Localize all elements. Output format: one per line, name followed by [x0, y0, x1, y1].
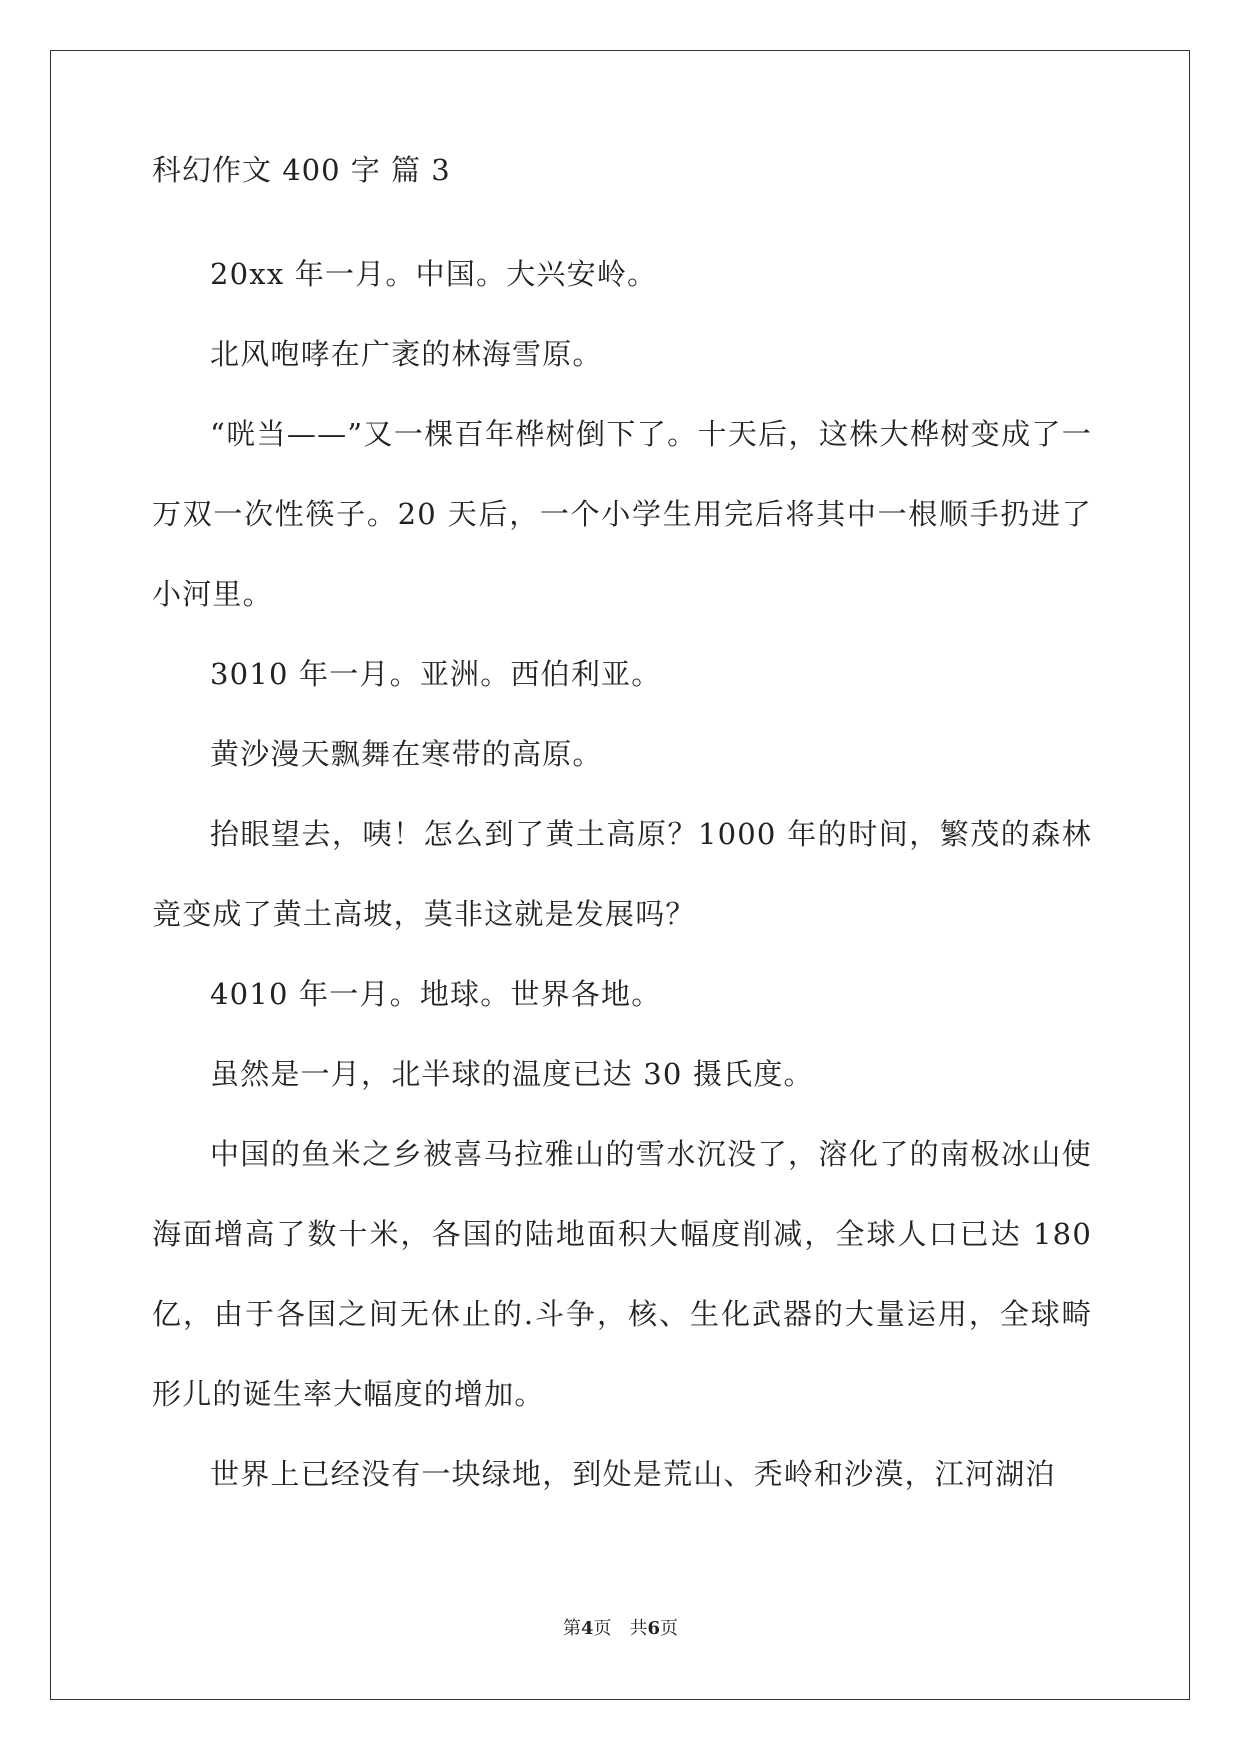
document-body — [152, 150, 1092, 1514]
page-label-suffix: 页 — [660, 1618, 679, 1639]
page-label-prefix: 第 — [562, 1618, 581, 1639]
paragraph: 虽然是一月，北半球的温度已达 30 摄氏度。 — [210, 1057, 814, 1091]
document-title: 科幻作文 400 字 篇 3 — [152, 153, 451, 187]
total-page-number: 6 — [647, 1618, 661, 1639]
paragraph: 黄沙漫天飘舞在寒带的高原。 — [210, 737, 603, 771]
page-label-mid: 页 共 — [593, 1618, 648, 1639]
paragraph: “咣当——”又一棵百年桦树倒下了。十天后，这株大桦树变成了一万双一次性筷子。20 天后，一个小学生用完后将其中一根顺手扔进了小河里。 — [152, 417, 1092, 611]
page-footer — [0, 1614, 1241, 1640]
current-page-number: 4 — [580, 1618, 594, 1639]
paragraph: 4010 年一月。地球。世界各地。 — [210, 977, 662, 1011]
paragraph: 世界上已经没有一块绿地，到处是荒山、秃岭和沙漠，江河湖泊 — [210, 1457, 1056, 1491]
paragraph: 3010 年一月。亚洲。西伯利亚。 — [210, 657, 662, 691]
paragraph: 抬眼望去，咦！怎么到了黄土高原？1000 年的时间，繁茂的森林竟变成了黄土高坡，莫非这就是发展吗？ — [152, 817, 1092, 931]
paragraph: 20xx 年一月。中国。大兴安岭。 — [210, 257, 658, 291]
paragraph: 中国的鱼米之乡被喜马拉雅山的雪水沉没了，溶化了的南极冰山使海面增高了数十米，各国的陆地面积大幅度削减，全球人口已达 180 亿，由于各国之间无休止的.斗争，核、生化武器的大量运用，全球畸形儿的诞生率大幅度的增加。 — [152, 1137, 1092, 1411]
paragraph: 北风咆哮在广袤的林海雪原。 — [210, 337, 603, 371]
